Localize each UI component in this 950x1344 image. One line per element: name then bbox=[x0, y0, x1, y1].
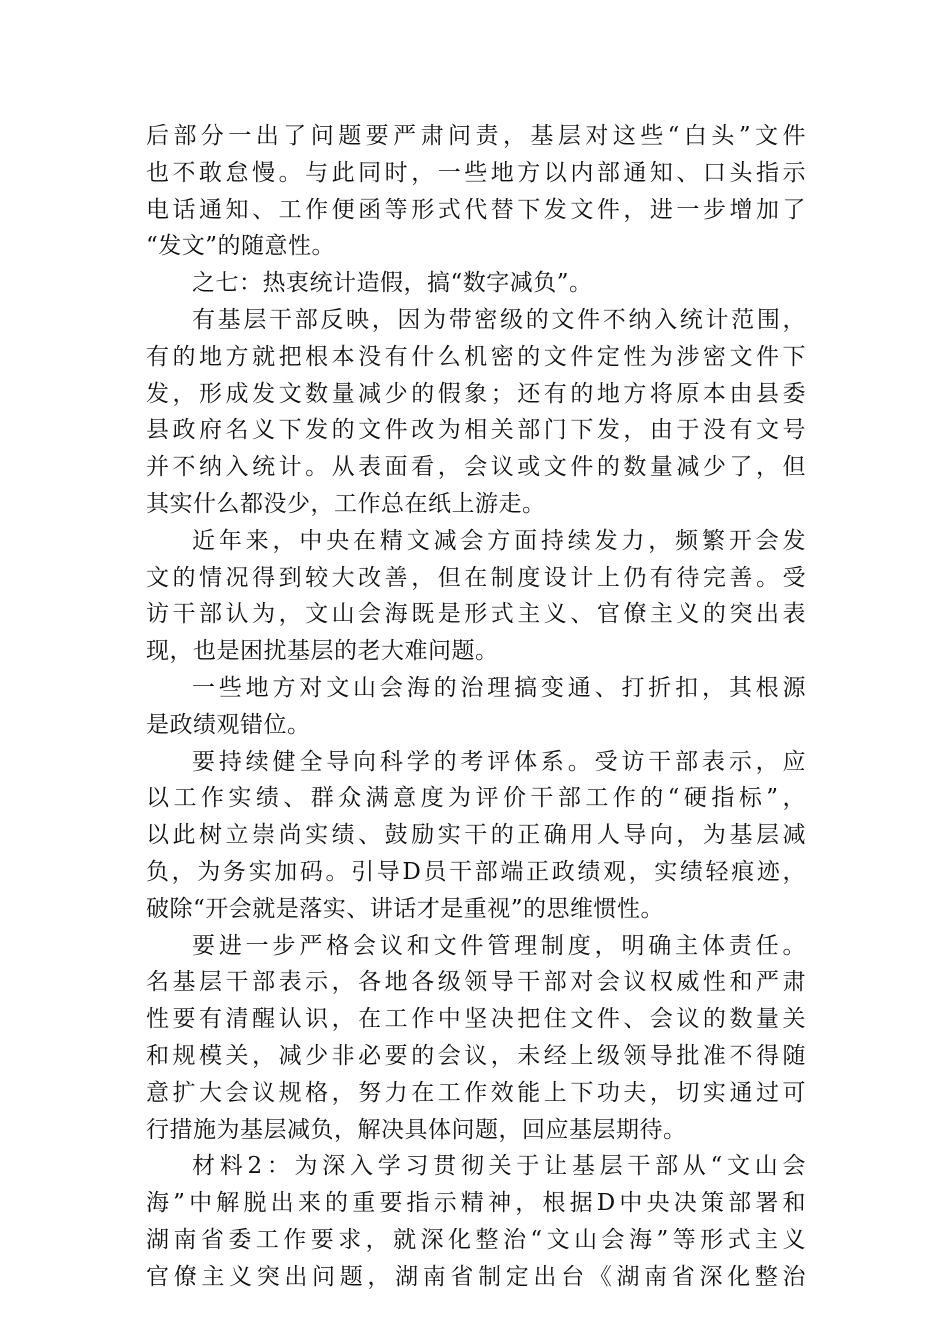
text-line: 官僚主义突出问题，湖南省制定出台《湖南省深化整治 bbox=[146, 1263, 806, 1290]
text-line: 其实什么都没少，工作总在纸上游走。 bbox=[146, 490, 546, 517]
text-line: 要持续健全导向科学的考评体系。受访干部表示，应 bbox=[192, 748, 806, 775]
text-line: 有基层干部反映，因为带密级的文件不纳入统计范围， bbox=[192, 306, 806, 333]
text-line: 是政绩观错位。 bbox=[146, 711, 311, 738]
text-line: 也不敢怠慢。与此同时，一些地方以内部通知、口头指示 bbox=[146, 159, 806, 186]
text-line: 电话通知、工作便函等形式代替下发文件，进一步增加了 bbox=[146, 196, 806, 223]
text-line: 并不纳入统计。从表面看，会议或文件的数量减少了，但 bbox=[146, 454, 806, 481]
text-line: 湖南省委工作要求，就深化整治“文山会海”等形式主义 bbox=[146, 1226, 806, 1253]
text-line: 名基层干部表示，各地各级领导干部对会议权威性和严肃 bbox=[146, 969, 806, 996]
text-line: 负，为务实加码。引导D员干部端正政绩观，实绩轻痕迹， bbox=[146, 858, 806, 885]
text-line: 以工作实绩、群众满意度为评价干部工作的“硬指标”， bbox=[146, 785, 806, 812]
text-line: 现，也是困扰基层的老大难问题。 bbox=[146, 638, 499, 665]
text-line: 县政府名义下发的文件改为相关部门下发，由于没有文号 bbox=[146, 417, 806, 444]
text-line: 和规模关，减少非必要的会议，未经上级领导批准不得随 bbox=[146, 1042, 806, 1069]
text-line: 行措施为基层减负，解决具体问题，回应基层期待。 bbox=[146, 1116, 687, 1143]
text-line: 意扩大会议规格，努力在工作效能上下功夫，切实通过可 bbox=[146, 1079, 806, 1106]
text-line: 海”中解脱出来的重要指示精神，根据D中央决策部署和 bbox=[146, 1190, 806, 1217]
text-line: 材料2：为深入学习贯彻关于让基层干部从“文山会 bbox=[192, 1153, 806, 1180]
text-line: 破除“开会就是落实、讲话才是重视”的思维惯性。 bbox=[146, 895, 665, 922]
text-line: 访干部认为，文山会海既是形式主义、官僚主义的突出表 bbox=[146, 601, 806, 628]
text-line: 要进一步严格会议和文件管理制度，明确主体责任。 bbox=[192, 932, 806, 959]
document-page bbox=[146, 118, 806, 1296]
text-line: “发文”的随意性。 bbox=[146, 233, 336, 260]
text-line: 一些地方对文山会海的治理搞变通、打折扣，其根源 bbox=[192, 674, 806, 701]
text-line: 发，形成发文数量减少的假象；还有的地方将原本由县委 bbox=[146, 380, 806, 407]
text-line: 以此树立崇尚实绩、鼓励实干的正确用人导向，为基层减 bbox=[146, 822, 806, 849]
text-line: 有的地方就把根本没有什么机密的文件定性为涉密文件下 bbox=[146, 343, 806, 370]
text-line: 性要有清醒认识，在工作中坚决把住文件、会议的数量关 bbox=[146, 1006, 806, 1033]
text-line: 近年来，中央在精文减会方面持续发力，频繁开会发 bbox=[192, 527, 806, 554]
text-line: 后部分一出了问题要严肃问责，基层对这些“白头”文件 bbox=[146, 123, 806, 149]
text-line: 之七：热衷统计造假，搞“数字减负”。 bbox=[192, 270, 593, 297]
text-line: 文的情况得到较大改善，但在制度设计上仍有待完善。受 bbox=[146, 564, 806, 591]
